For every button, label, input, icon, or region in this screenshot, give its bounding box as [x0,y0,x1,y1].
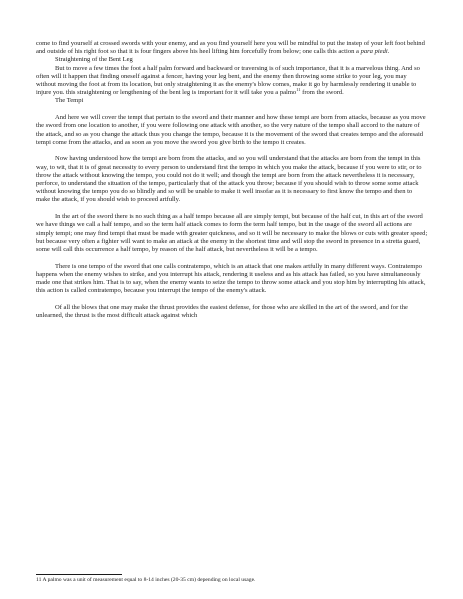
footnote: 11 A palmo was a unit of measurement equal to 8-14 inches (20-35 cm) depending on local usage. [36,577,256,583]
section-heading: The Tempi [55,97,84,105]
paragraph: And here we will cover the tempi that pertain to the sword and their manner and how these tempi are born from attacks, because as you move the sword from one location to another, if you were following one attack with another, so the very nature of the tempo shall accord to the nature of the attack, and so as you change the attack thus you change the tempo, because it is the movement of the sword that creates tempo and the aforesaid tempi come from the attacks, and as soon as you move the sword you give birth to the tempo it creates. [36,114,426,146]
paragraph-text: come to find yourself at crossed swords with your enemy, and as you find yourself here you will be mindful to put the instep of your left foot behind and outside of his right foot so that it is four fingers above his heel lifting him forcefully from below; one calls this action a [36,40,425,56]
paragraph-text: . [387,48,390,56]
paragraph: In the art of the sword there is no such thing as a half tempo because all are simply tempi, but because of the half cut, in this art of the sword we have things we call a half tempo, and so the term half attack comes to form the term half tempo, but in the usage of the sword all actions are simply tempi; one may find tempi that must be made with greater quickness, and so it will be necessary to make the blows or cuts with greater speed; but because very often a fighter will want to make an attack at the enemy in the shortest time and will stop the sword in presence in a stretta guard, some will call this occurrence a half tempo, by reason of the half attack, but nevertheless it will be a tempo. [36,213,428,253]
italic-term: para piedi [360,48,388,56]
paragraph: Of all the blows that one may make the thrust provides the easiest defense, for those who are skilled in the art of the sword, and for the unlearned, the thrust is the most difficult attack against which [36,303,408,320]
paragraph-text: But to move a few times the foot a half palm forward and backward or traversing is of such importance, that it is a marvelous thing. And so often will it happen that finding oneself against a fencer, having your leg bent, and the enemy then throwing some strike to your leg, you may without moving the foot at from its location, but only straightening it as the enemy's blow comes, make it go by harmlessly rendering it unable to injure you. this straightening or lengthening of the bent leg is important for it will take you a palmo [36,64,420,97]
paragraph: Now having understood how the tempi are born from the attacks, and so you will understand that the attacks are born from the tempi in this way, to wit, that it is of great necessity to every person to understand first the tempo in which you make the attack, because if you were to stir, or to throw the attack without knowing the tempo, you could not do it well; and though the tempi are born from the attack nevertheless it is necessary, perforce, to understand the situation of the tempo, particularly that of the attack you throw; because if you should wish to throw some some attack without knowing the tempo you do so blindly and so will be unable to make it well insofar as it is necessary to first know the tempo and then to make the attack, if you should wish to proceed artfully. [36,155,422,204]
footnote-divider [36,574,122,575]
paragraph-continuation [36,40,428,56]
document-body [36,40,428,320]
footnote-reference: 11 [296,87,301,93]
paragraph [36,65,428,98]
paragraph: There is one tempo of the sword that one calls contratempo, which is an attack that one makes artfully in many different ways. Contratempo happens when the enemy wishes to strike, and you interrupt his attack, rendering it useless and as his attack has failed, so you have simultaneously made one that strikes him. That is to say, when the enemy wants to seize the tempo to throw some attack and you stop him by interrupting his attack, this action is called contratempo, because you interrupt the tempo of the enemy's attack. [36,262,426,295]
paragraph-text: from the sword. [300,89,344,97]
section-heading: Straightening of the Bent Leg [55,56,133,64]
